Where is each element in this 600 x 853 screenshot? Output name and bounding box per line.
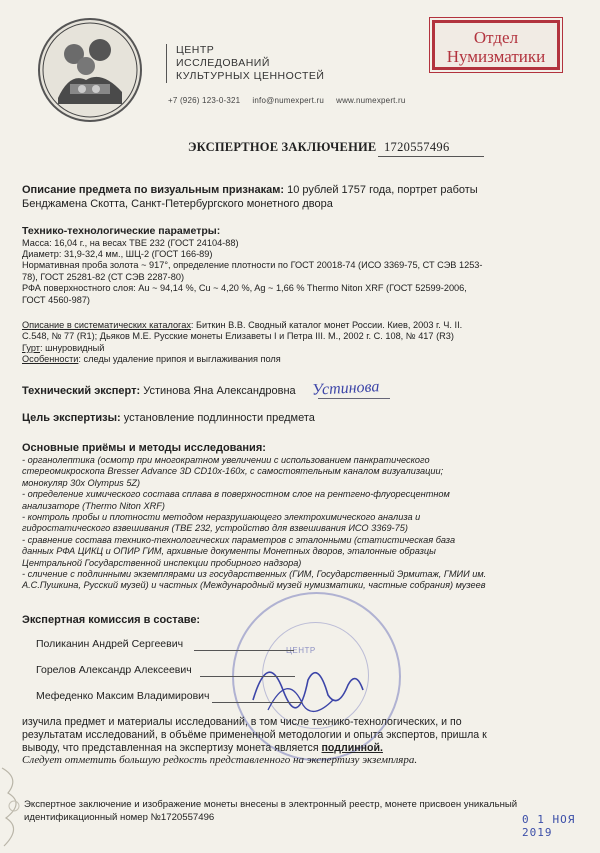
footer-line: идентификационный номер №1720557496 [24,811,215,823]
technical-heading: Технико-технологические параметры: [22,225,221,237]
method-line: гидростатического взвешивания (ТВЕ 232, устройство для взвешивания ИСО 3369-75) [22,523,408,534]
conclusion [22,716,584,767]
method-line: - контроль пробы и плотности методом неразрушающего электрохимического анализа и [22,512,421,523]
description-label: Описание предмета по визуальным признакам: [22,184,285,196]
method-line: - сличение с подлинными экземплярами из государственных (ГИМ, Государственный Эрмитаж, ГМИИ им. [22,569,487,580]
conclusion-line: результатам исследований, в объёме примененной методологии и опыта экспертов, пришла к [22,728,487,741]
method-line: Центральной Государственной инспекции пробирного надзора) [22,557,302,568]
org-name-line: КУЛЬТУРНЫХ ЦЕННОСТЕЙ [176,70,325,82]
technical-line: ГОСТ 4560-987) [22,294,90,305]
seal-text: ЦЕНТР [286,646,316,655]
org-logo [38,18,142,122]
expertise-goal [22,412,582,425]
member-signature-line [194,650,294,651]
commission-heading: Экспертная комиссия в составе: [22,614,201,626]
goal-label: Цель экспертизы: [22,412,121,424]
description-text: 10 рублей 1757 года, портрет работы [284,184,478,196]
org-name [166,44,324,83]
org-name-line: ИССЛЕДОВАНИЙ [176,57,270,69]
edge-text: : шнуровидный [39,342,105,353]
verdict: подлинной. [321,741,383,754]
commission-member: Горелов Александр Алексеевич [36,664,192,676]
stamp-line: Нумизматики [446,47,546,66]
catalogs-text-2: С.548, № 77 (R1); Дьяков М.Е. Русские монеты Елизаветы I и Петра III. М., 2002 г. С. 108, № 417 (R3) [22,331,454,342]
commission-signature-scribble [248,640,368,720]
method-line: монокуляр 30x Olympus 5Z) [22,477,141,488]
technical-line: Нормативная проба золота ~ 917°, определение плотности по ГОСТ 20018-74 (ИСО 3369-75, СТ СЭВ 1253- [22,260,483,271]
technical-line: 78), ГОСТ 25281-82 (СТ СЭВ 2287-80) [22,271,185,282]
catalogs-label: Описание в систематических каталогах [22,320,191,330]
technical-parameters [22,225,587,306]
footer-line: Экспертное заключение и изображение монеты внесены в электронный реестр, монете присвоен уникальный [24,799,518,810]
department-stamp [432,20,560,70]
features-label: Особенности [22,354,79,365]
method-line: - органолептика (осмотр при многократном увеличении с использованием панкратического [22,455,430,465]
stamp-line: Отдел [473,28,519,47]
technical-expert [22,385,322,398]
contacts-line: +7 (926) 123-0-321 info@numexpert.ru www.numexpert.ru [168,96,406,105]
features-text: : следы удаление припоя и выглаживания поля [78,354,281,365]
org-name-line: ЦЕНТР [176,44,215,56]
rarity-note: Следует отметить большую редкость представленного на экспертизу экземпляра. [22,754,418,767]
method-line: стереомикроскопа Bresser Advance 3D CD10x-160x, с самостоятельным каналом визуализации; [22,466,444,477]
signature-line [318,398,390,399]
expert-label: Технический эксперт: [22,385,141,397]
logo-emblem-icon [40,20,140,120]
technical-line: РФА поверхностного слоя: Au ~ 94,14 %, Cu ~ 4,20 %, Ag ~ 1,66 % Thermo Niton XRF (ГОСТ 52599-2006, [22,283,467,294]
registry-footer [24,799,584,824]
conclusion-line: изучила предмет и материалы исследований, в том числе технико-технологических, и по [22,716,462,728]
methods-section [22,442,582,592]
technical-line: Масса: 16,04 г., на весах ТВЕ 232 (ГОСТ 24104-88) [22,237,239,248]
methods-heading: Основные приёмы и методы исследования: [22,442,266,454]
expert-signature: Устинова [311,378,380,399]
member-signature-line [200,676,295,677]
document-number: 1720557496 [384,140,450,154]
document-title: ЭКСПЕРТНОЕ ЗАКЛЮЧЕНИЕ [188,140,377,154]
method-line: - сравнение состава технико-технологических параметров с эталонными (статистическая база [22,534,456,545]
date-stamp: 0 1 НОЯ 2019 [522,813,576,839]
commission-member: Поликанин Андрей Сергеевич [36,638,184,650]
catalogs-section [22,320,587,366]
commission-member: Мефеденко Максим Владимирович [36,690,210,702]
item-description [22,183,584,211]
catalogs-text: : Биткин В.В. Сводный каталог монет России. Киев, 2003 г. Ч. II. [190,320,463,330]
method-line: анализаторе (Thermo Niton XRF) [22,500,165,511]
edge-label: Гурт [22,342,40,353]
goal-text: установление подлинности предмета [120,412,315,424]
member-signature-line [212,702,302,703]
technical-line: Диаметр: 31,9-32,4 мм., ШЦ-2 (ГОСТ 166-89) [22,248,213,259]
conclusion-line: выводу, что представленная на экспертизу монета является [22,741,322,754]
method-line: А.С.Пушкина, Русский музей) и частных (Международный музей нумизматики, частные собрания) музеев [22,580,486,591]
method-line: данных РФА ЦИКЦ и ОПИР ГИМ, архивные документы Монетных дворов, эталонные образцы [22,546,436,557]
number-underline [378,156,484,157]
expert-name: Устинова Яна Александровна [140,385,296,397]
description-text-2: Бенджамена Скотта, Санкт-Петербургского монетного двора [22,198,333,210]
method-line: - определение химического состава сплава в поверхностном слое на рентгено-флуоресцентном [22,489,450,500]
